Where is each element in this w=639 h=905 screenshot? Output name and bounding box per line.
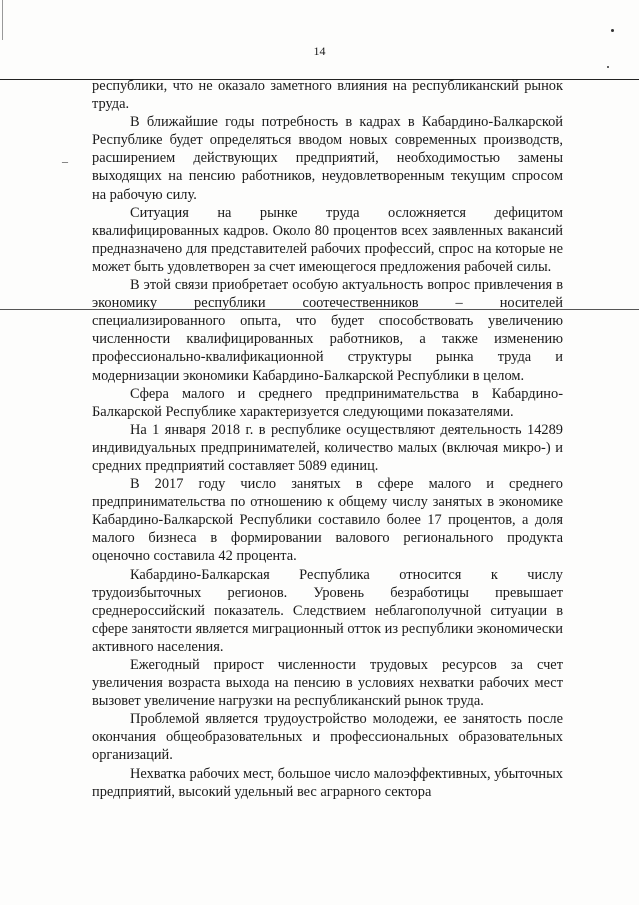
scan-artifact-line-left-edge	[2, 0, 3, 40]
page-number: 14	[313, 44, 326, 58]
body-text	[92, 77, 563, 801]
paragraph-workforce-growth: Ежегодный прирост численности трудовых ресурсов за счет увеличения возраста выхода на пенсию в условиях нехватки рабочих мест вызовет увеличение нагрузки на республиканский рынок труда.	[92, 657, 563, 710]
scan-artifact-dot-lower	[607, 66, 609, 68]
scan-artifact-dot-upper	[611, 29, 614, 32]
paragraph-job-shortage: Нехватка рабочих мест, большое число малоэффективных, убыточных предприятий, высокий удельный вес аграрного сектора	[92, 765, 563, 800]
margin-dash-mark: –	[62, 154, 68, 168]
paragraph-compatriots: В этой связи приобретает особую актуальность вопрос привлечения в экономику республики соотечественников – носителей специализированного опыта, что будет способствовать увеличению численности квалифицированных работников, а также изменению профессионально-квалификационной структуры рынка труда и модернизации экономики Кабардино-Балкарской Республики в целом.	[92, 277, 563, 384]
paragraph-youth-employment: Проблемой является трудоустройство молодежи, ее занятость после окончания общеобразовательных и профессиональных образовательных организаций.	[92, 711, 563, 764]
paragraph-continuation: республики, что не оказало заметного влияния на республиканский рынок труда.	[92, 78, 563, 113]
paragraph-labor-shortage: Ситуация на рынке труда осложняется дефицитом квалифицированных кадров. Около 80 процентов всех заявленных вакансий предназначено для представителей рабочих профессий, спрос на которые не может быть удовлетворен за счет имеющегося предложения рабочей силы.	[92, 204, 563, 275]
paragraph-small-business-intro: Сфера малого и среднего предпринимательства в Кабардино-Балкарской Республике характеризуется следующими показателями.	[92, 385, 563, 420]
paragraph-labor-surplus: Кабардино-Балкарская Республика относится к числу трудоизбыточных регионов. Уровень безработицы превышает среднероссийский показатель. Следствием неблагополучной ситуации в сфере занятости является миграционный отток из республики экономически активного населения.	[92, 566, 563, 655]
paragraph-employment-share: В 2017 году число занятых в сфере малого и среднего предпринимательства по отношению к общему числу занятых в экономике Кабардино-Балкарской Республики составило более 17 процентов, а доля малого бизнеса в формировании валового регионального продукта оценочно составила 42 процента.	[92, 476, 563, 565]
paragraph-entrepreneurs-count: На 1 января 2018 г. в республике осуществляют деятельность 14289 индивидуальных предпринимателей, количество малых (включая микро-) и средних предприятий составляет 5089 единиц.	[92, 421, 563, 474]
paragraph-staffing-needs: В ближайшие годы потребность в кадрах в Кабардино-Балкарской Республике будет определяться вводом новых современных производств, расширением действующих предприятий, необходимостью замены выходящих на пенсию работников, неудовлетворенным текущим спросом на рабочую силу.	[92, 114, 563, 203]
